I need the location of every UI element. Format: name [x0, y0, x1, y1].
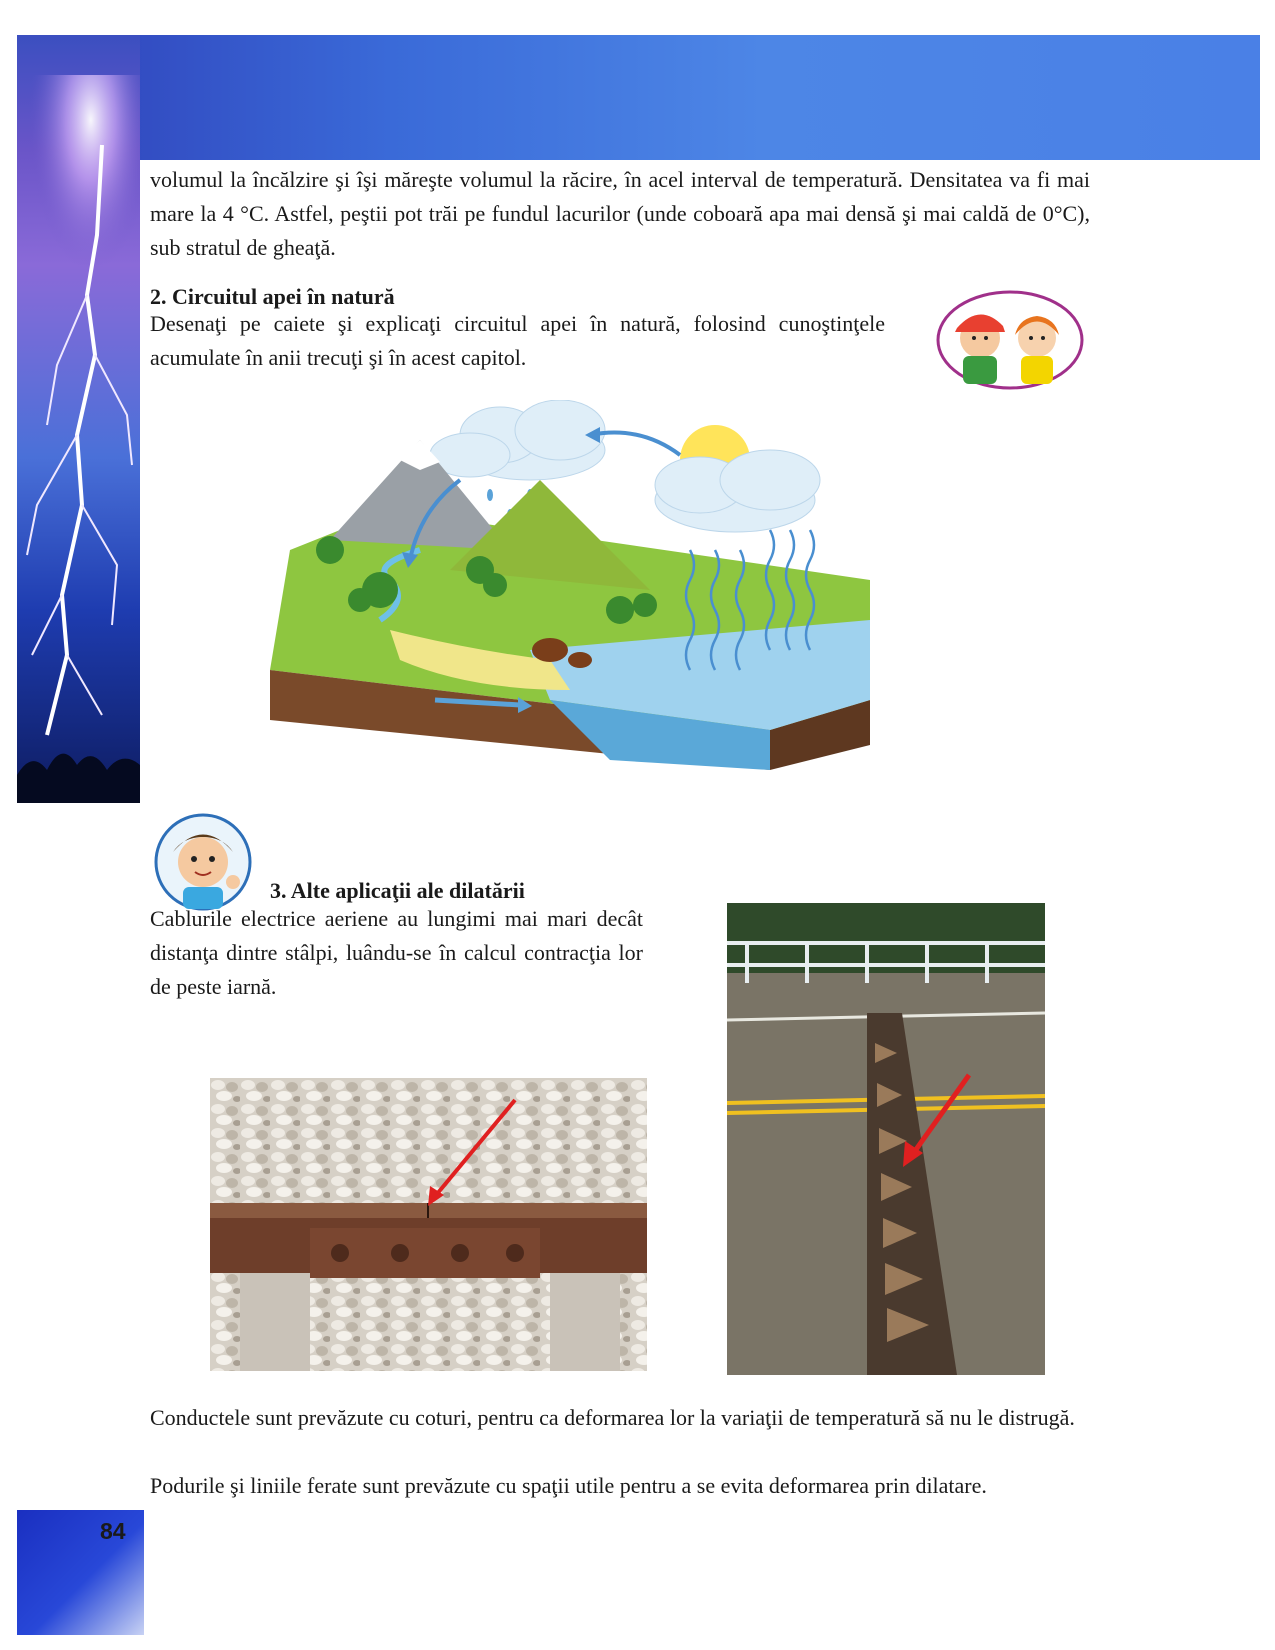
- header-banner: [17, 35, 1260, 160]
- boy-pointing-icon: [153, 812, 253, 912]
- page-number: 84: [100, 1518, 126, 1544]
- section3-title: 3. Alte aplicaţii ale dilatării: [270, 878, 525, 903]
- children-icon: [935, 290, 1085, 390]
- lightning-icon: [17, 35, 140, 803]
- rail-joint-photo: [210, 1078, 647, 1371]
- closing-paragraph-pipes: Conductele sunt prevăzute cu coturi, pentru ca deformarea lor la variaţii de temperatură să nu le distrugă.: [150, 1405, 1075, 1430]
- water-cycle-illustration: [270, 400, 910, 770]
- intro-paragraph: volumul la încălzire şi îşi măreşte volumul la răcire, în acel interval de temperatură. Densitatea va fi mai mare la 4 °C. Astfel, peştii pot trăi pe fundul lacurilor (unde coboară apa mai densă şi mai caldă de 0°C), sub stratul de gheaţă.: [150, 167, 1090, 260]
- section3-text: Cablurile electrice aeriene au lungimi mai mari decât distanţa dintre stâlpi, luându-se în calcul contracţia lor de peste iarnă.: [150, 906, 643, 999]
- lightning-side-strip: [17, 35, 140, 803]
- section2-title: 2. Circuitul apei în natură: [150, 284, 395, 309]
- bridge-expansion-joint-photo: [727, 903, 1045, 1375]
- closing-paragraph-bridges: Podurile şi liniile ferate sunt prevăzute cu spaţii utile pentru a se evita deformarea prin dilatare.: [150, 1473, 987, 1498]
- section2-text: Desenaţi pe caiete şi explicaţi circuitul apei în natură, folosind cunoştinţele acumulate în anii trecuţi şi în acest capitol.: [150, 311, 885, 370]
